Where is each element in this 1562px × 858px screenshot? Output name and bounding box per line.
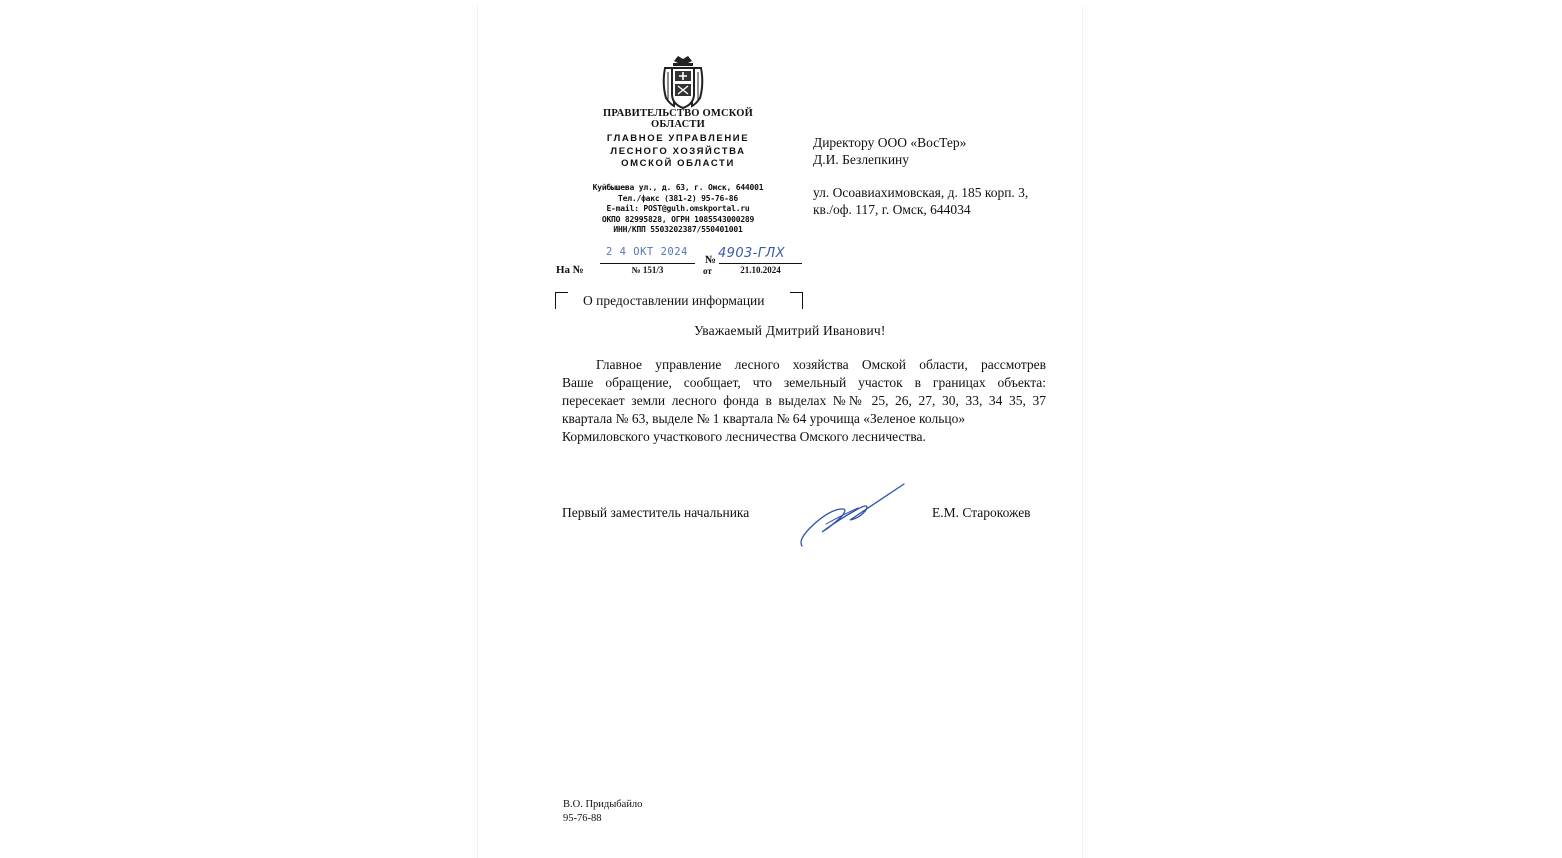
recipient-name: Д.И. Безлепкину: [813, 151, 910, 167]
outgoing-number-label: №: [705, 254, 717, 266]
subject-bracket-right: [790, 292, 803, 309]
reference-date-label: от: [703, 266, 712, 276]
department-line: ГЛАВНОЕ УПРАВЛЕНИЕ: [606, 133, 750, 144]
department-line: ЛЕСНОГО ХОЗЯЙСТВА: [610, 145, 746, 157]
letter-subject: О предоставлении информации: [583, 293, 765, 308]
registration-stamp-date: 2 4 ОКТ 2024: [606, 246, 688, 258]
executor-phone: 95-76-88: [563, 813, 602, 824]
coat-of-arms-icon: [660, 54, 706, 110]
department-contacts: [570, 183, 786, 236]
signer-title: Первый заместитель начальника: [562, 505, 750, 520]
body-line: квартала № 63, выделе № 1 квартала № 64 урочища «Зеленое кольцо»: [562, 411, 966, 426]
body-line: Кормиловского участкового лесничества Омского лесничества.: [562, 429, 926, 444]
recipient-position: Директору ООО «ВосТер»: [813, 135, 967, 150]
contact-address: Куйбышева ул., д. 63, г. Омск, 644001: [592, 183, 764, 192]
contact-okpo: ОКПО 82995828, ОГРН 1085543000289: [601, 214, 755, 224]
signer-name: Е.М. Старокожев: [932, 505, 1031, 520]
letter-body: [562, 356, 1046, 446]
reference-date: 21.10.2024: [719, 263, 802, 275]
letter-page: [478, 6, 1082, 858]
department-line: ОМСКОЙ ОБЛАСТИ: [621, 158, 735, 169]
recipient-address-line: ул. Осоавиахимовская, д. 185 корп. 3,: [813, 185, 1029, 200]
department-name: [578, 133, 778, 171]
executor-block: [563, 798, 642, 826]
subject-bracket-left: [555, 292, 568, 309]
executor-name: В.О. Придыбайло: [563, 799, 643, 810]
reference-label: На №: [556, 264, 584, 276]
body-line: пересекает земли лесного фонда в выделах №№ 25, 26, 27, 30, 33, 34 35, 37: [562, 393, 1046, 408]
body-line: Ваше обращение, сообщает, что земельный участок в границах объекта:: [562, 375, 1046, 390]
handwritten-signature: [796, 480, 908, 550]
body-line: Главное управление лесного хозяйства Омской области, рассмотрев: [596, 357, 1046, 372]
contact-inn: ИНН/КПП 5503202387/550401001: [613, 225, 743, 234]
government-title: ПРАВИТЕЛЬСТВО ОМСКОЙ ОБЛАСТИ: [602, 108, 754, 130]
contact-email: E-mail: POST@gulh.omskportal.ru: [606, 204, 750, 213]
salutation: Уважаемый Дмитрий Иванович!: [694, 323, 886, 338]
recipient-block: [813, 135, 1073, 168]
reference-number: № 151/3: [600, 263, 695, 275]
outgoing-number-handwritten: 4903-ГЛХ: [718, 246, 785, 261]
recipient-address: [813, 185, 1073, 218]
recipient-address-line: кв./оф. 117, г. Омск, 644034: [813, 201, 971, 217]
contact-phone: Тел./факс (381-2) 95-76-86: [617, 193, 739, 203]
